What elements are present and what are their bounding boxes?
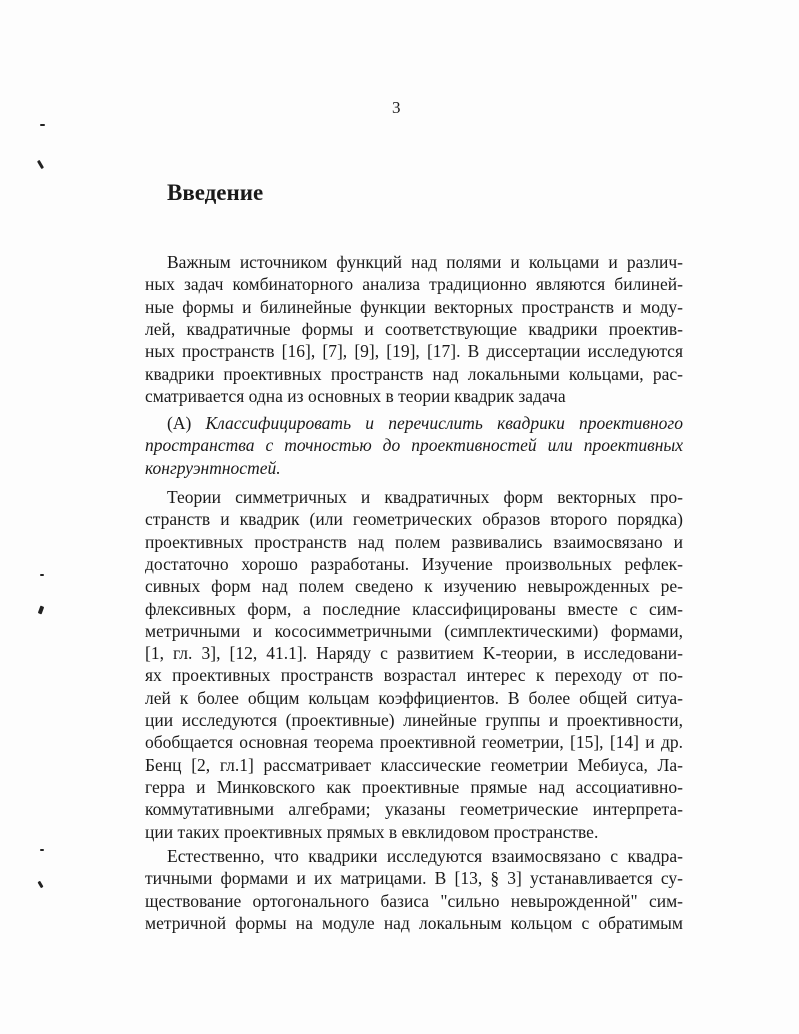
text-line: ции исследуются (проективные) линейные группы и проективности, [145, 710, 683, 730]
scan-mark [40, 574, 44, 576]
text-line: флексивных форм, а последние классифицированы вместе с сим- [145, 598, 683, 619]
section-heading: Введение [167, 180, 264, 205]
text-line: тичными формами и их матрицами. В [13, § 3] устанавливается су- [145, 868, 683, 889]
scan-mark [40, 124, 45, 126]
text-line: Бенц [2, гл.1] рассматривает классические геометрии Мебиуса, Ла- [145, 754, 683, 775]
scan-mark [37, 160, 44, 169]
text-line: лей к более общим кольцам коэффициентов. В более общей ситуа- [145, 687, 683, 708]
item-label: (A) [167, 413, 192, 433]
text-line: метричными и кососимметричными (симплектическими) формами, [145, 620, 683, 641]
text-line [167, 412, 683, 434]
text-line: квадрики проективных пространств над локальными кольцами, рас- [145, 363, 683, 384]
text-line: метричной формы на модуле над локальным кольцом с обратимым [145, 912, 683, 933]
text-line-content: Классифицировать и перечислить квадрики проективного [205, 413, 684, 433]
text-line: Естественно, что квадрики исследуются взаимосвязано с квадра- [167, 846, 683, 866]
text-line: лей, квадратичные формы и соответствующие квадрики проектив- [145, 318, 683, 339]
scan-mark [38, 606, 44, 615]
text-line: сивных форм над полем сведено к изучению невырожденных ре- [145, 576, 683, 597]
text-line: коммутативными алгебрами; указаны геометрические интерпрета- [145, 799, 683, 820]
scan-mark [37, 881, 43, 889]
text-line: ные формы и билинейные функции векторных пространств и моду- [145, 296, 683, 317]
text-line: конгруэнтностей. [145, 457, 281, 478]
text-line: ях проективных пространств возрастал интерес к переходу от по- [145, 665, 683, 686]
text-line: обобщается основная теорема проективной геометрии, [15], [14] и др. [145, 732, 683, 753]
text-line: ных задач комбинаторного анализа традиционно являются билиней- [145, 274, 683, 295]
text-line: пространства с точностью до проективностей или проективных [145, 435, 683, 456]
text-line: герра и Минковского как проективные прямые над ассоциативно- [145, 776, 683, 797]
text-line: проективных пространств над полем развивались взаимосвязано и [145, 531, 683, 552]
text-line: странств и квадрик (или геометрических образов второго порядка) [145, 509, 683, 530]
text-line: ции таких проективных прямых в евклидовом пространстве. [145, 821, 599, 842]
text-line: ных пространств [16], [7], [9], [19], [17]. В диссертации исследуются [145, 341, 683, 362]
text-line: [1, гл. 3], [12, 41.1]. Наряду с развитием K-теории, в исследовани- [145, 643, 683, 664]
text-line: Важным источником функций над полями и кольцами и различ- [167, 252, 683, 272]
text-line: Теории симметричных и квадратичных форм векторных про- [167, 487, 683, 507]
scan-mark [40, 849, 44, 851]
text-line: достаточно хорошо разработаны. Изучение произвольных рефлек- [145, 553, 683, 574]
text-line: сматривается одна из основных в теории квадрик задача [145, 385, 566, 406]
text-line: ществование ортогонального базиса "сильно невырожденной" сим- [145, 890, 683, 911]
page-number: 3 [392, 98, 401, 117]
